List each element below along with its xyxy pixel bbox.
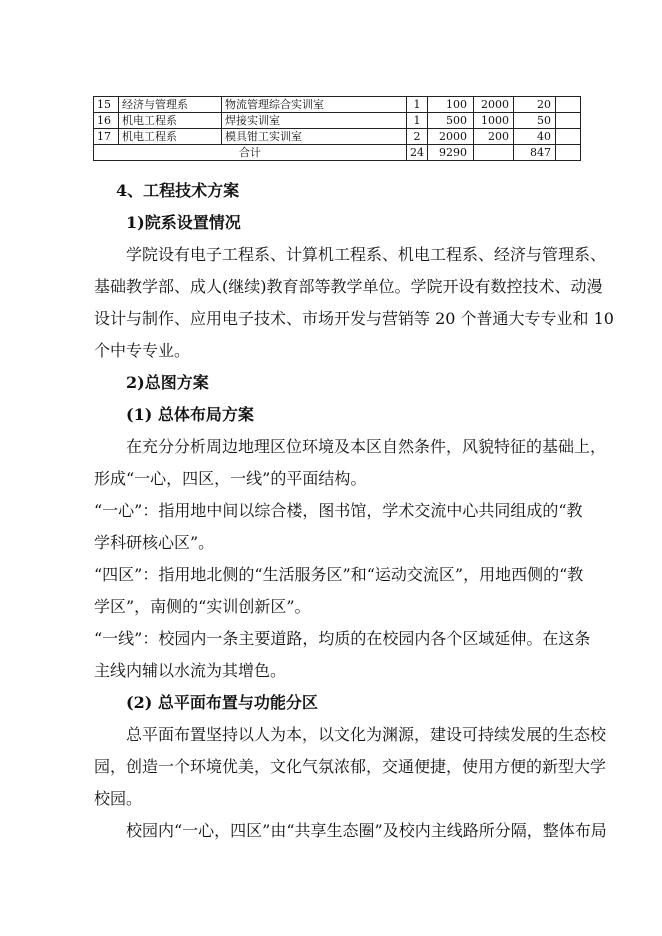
quantity-cell: 2	[407, 129, 428, 145]
subsection-heading: (2) 总平面布置与功能分区	[126, 693, 318, 712]
value-a-cell: 1000	[474, 113, 514, 129]
room-cell: 焊接实训室	[222, 113, 407, 129]
row-number: 15	[94, 97, 119, 113]
empty-cell	[556, 97, 581, 113]
row-number: 16	[94, 113, 119, 129]
area-cell: 500	[428, 113, 474, 129]
paragraph-line: 学区”，南侧的“实训创新区”。	[94, 597, 311, 616]
paragraph-line: 设计与制作、应用电子技术、市场开发与营销等 20 个普通大专专业和 10	[94, 309, 614, 328]
paragraph-line: 学院设有电子工程系、计算机工程系、机电工程系、经济与管理系、	[126, 245, 607, 264]
subsection-heading: 1)院系设置情况	[126, 213, 241, 232]
paragraph-line: 园，创造一个环境优美，文化气氛浓郁，交通便捷，使用方便的新型大学	[94, 757, 607, 776]
paragraph-line: 个中专专业。	[94, 341, 191, 360]
area-cell: 100	[428, 97, 474, 113]
department-cell: 机电工程系	[119, 129, 222, 145]
section-heading: 4、工程技术方案	[116, 181, 240, 200]
value-b-cell: 40	[514, 129, 556, 145]
department-cell: 经济与管理系	[119, 97, 222, 113]
department-cell: 机电工程系	[119, 113, 222, 129]
total-value-a	[474, 145, 514, 161]
paragraph-line: 学科研核心区”。	[94, 533, 215, 552]
table-row	[94, 113, 581, 129]
table-row	[94, 129, 581, 145]
quantity-cell: 1	[407, 113, 428, 129]
paragraph-line: 校园内“一心，四区”由“共享生态圈”及校内主线路所分隔，整体布局	[126, 821, 607, 840]
empty-cell	[556, 145, 581, 161]
paragraph-line: 校园。	[94, 789, 143, 808]
facility-table	[93, 96, 581, 161]
quantity-cell: 1	[407, 97, 428, 113]
paragraph-line: 形成“一心，四区，一线”的平面结构。	[94, 469, 367, 488]
subsection-heading: (1) 总体布局方案	[126, 405, 254, 424]
room-cell: 物流管理综合实训室	[222, 97, 407, 113]
table-row	[94, 97, 581, 113]
paragraph-line: 总平面布置坚持以人为本，以文化为渊源，建设可持续发展的生态校	[126, 725, 607, 744]
paragraph-line: 在充分分析周边地理区位环境及本区自然条件，风貌特征的基础上，	[126, 437, 607, 456]
value-b-cell: 50	[514, 113, 556, 129]
subsection-heading: 2)总图方案	[126, 373, 209, 392]
paragraph-line: 主线内辅以水流为其增色。	[94, 661, 287, 680]
empty-cell	[556, 129, 581, 145]
total-area: 9290	[428, 145, 474, 161]
paragraph-line: “四区”：指用地北侧的“生活服务区”和“运动交流区”，用地西侧的“教	[94, 565, 584, 584]
paragraph-line: “一线”：校园内一条主要道路，均质的在校园内各个区域延伸。在这条	[94, 629, 591, 648]
row-number: 17	[94, 129, 119, 145]
value-b-cell: 20	[514, 97, 556, 113]
room-cell: 模具钳工实训室	[222, 129, 407, 145]
value-a-cell: 200	[474, 129, 514, 145]
value-a-cell: 2000	[474, 97, 514, 113]
total-quantity: 24	[407, 145, 428, 161]
total-value-b: 847	[514, 145, 556, 161]
total-label: 合计	[94, 145, 407, 161]
empty-cell	[556, 113, 581, 129]
paragraph-line: “一心”：指用地中间以综合楼，图书馆，学术交流中心共同组成的“教	[94, 501, 583, 520]
area-cell: 2000	[428, 129, 474, 145]
table-total-row	[94, 145, 581, 161]
paragraph-line: 基础教学部、成人(继续)教育部等教学单位。学院开设有数控技术、动漫	[94, 277, 603, 296]
